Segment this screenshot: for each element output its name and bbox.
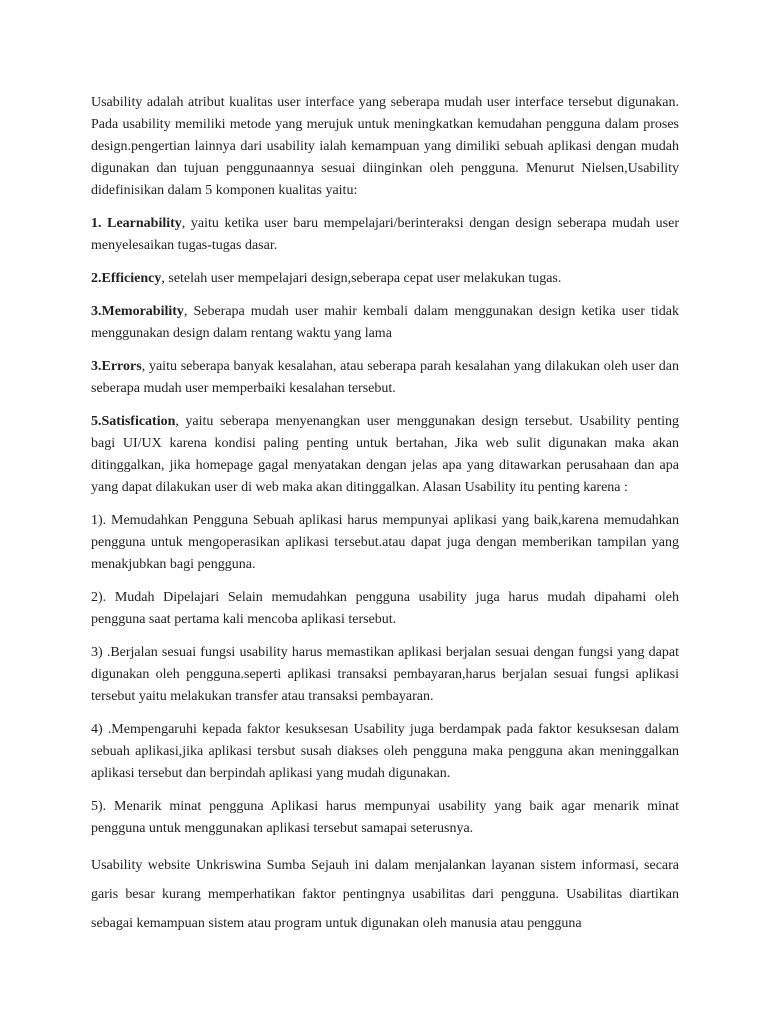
component-efficiency <box>91 268 679 290</box>
reason-1: 1). Memudahkan Pengguna Sebuah aplikasi harus mempunyai aplikasi yang baik,karena memudahkan pengguna untuk mengoperasikan aplikasi tersebut.atau dapat juga dengan memberikan tampilan yang menakjubkan bagi pengguna. <box>91 513 679 572</box>
component-satisfication <box>91 411 679 499</box>
component-memorability <box>91 301 679 345</box>
component-text: , yaitu ketika user baru mempelajari/berinteraksi dengan design seberapa mudah user menyelesaikan tugas-tugas dasar. <box>91 216 680 253</box>
component-term: 5.Satisfication <box>91 414 176 429</box>
component-term: 2.Efficiency <box>91 271 162 286</box>
reason-3: 3) .Berjalan sesuai fungsi usability harus memastikan aplikasi berjalan sesuai dengan fungsi yang dapat digunakan oleh pengguna.seperti aplikasi transaksi pembayaran,harus berjalan sesuai fungsi aplikasi tersebut yaitu melakukan transfer atau transaksi pembayaran. <box>91 645 679 704</box>
document-page <box>91 92 679 949</box>
component-term: 3.Memorability <box>91 304 184 319</box>
component-term: 3.Errors <box>91 359 142 374</box>
reason-2: 2). Mudah Dipelajari Selain memudahkan pengguna usability juga harus mudah dipahami oleh pengguna saat pertama kali mencoba aplikasi tersebut. <box>91 590 679 627</box>
component-errors <box>91 356 679 400</box>
closing-paragraph: Usability website Unkriswina Sumba Sejauh ini dalam menjalankan layanan sistem informasi, secara garis besar kurang memperhatikan faktor pentingnya usabilitas dari pengguna. Usabilitas diartikan sebagai kemampuan sistem atau program untuk digunakan oleh manusia atau pengguna <box>91 858 679 931</box>
component-term: 1. Learnability <box>91 216 182 231</box>
component-text: , yaitu seberapa menyenangkan user menggunakan design tersebut. Usability penting bagi UI/UX karena kondisi paling penting untuk bertahan, Jika web sulit digunakan maka akan ditinggalkan, jika homepage gagal menyatakan dengan jelas apa yang ditawarkan perusahaan dan apa yang dapat dilakukan user di web maka akan ditinggalkan. Alasan Usability itu penting karena : <box>91 414 679 495</box>
reason-5: 5). Menarik minat pengguna Aplikasi harus mempunyai usability yang baik agar menarik minat pengguna untuk menggunakan aplikasi tersebut samapai seterusnya. <box>91 799 679 836</box>
component-text: , yaitu seberapa banyak kesalahan, atau seberapa parah kesalahan yang dilakukan oleh user dan seberapa mudah user memperbaiki kesalahan tersebut. <box>91 359 679 396</box>
component-text: , setelah user mempelajari design,seberapa cepat user melakukan tugas. <box>161 271 562 286</box>
component-learnability <box>91 213 679 257</box>
reason-4: 4) .Mempengaruhi kepada faktor kesuksesan Usability juga berdampak pada faktor kesuksesan dalam sebuah aplikasi,jika aplikasi tersbut susah diakses oleh pengguna maka pengguna akan meninggalkan aplikasi tersebut dan berpindah aplikasi yang mudah digunakan. <box>91 722 679 781</box>
component-text: , Seberapa mudah user mahir kembali dalam menggunakan design ketika user tidak menggunakan design dalam rentang waktu yang lama <box>91 304 679 341</box>
intro-paragraph: Usability adalah atribut kualitas user interface yang seberapa mudah user interface tersebut digunakan. Pada usability memiliki metode yang merujuk untuk meningkatkan kemudahan pengguna dalam proses design.pengertian lainnya dari usability ialah kemampuan yang dimiliki sebuah aplikasi dengan mudah digunakan dan tujuan penggunaannya sesuai diinginkan oleh pengguna. Menurut Nielsen,Usability didefinisikan dalam 5 komponen kualitas yaitu: <box>91 95 679 198</box>
